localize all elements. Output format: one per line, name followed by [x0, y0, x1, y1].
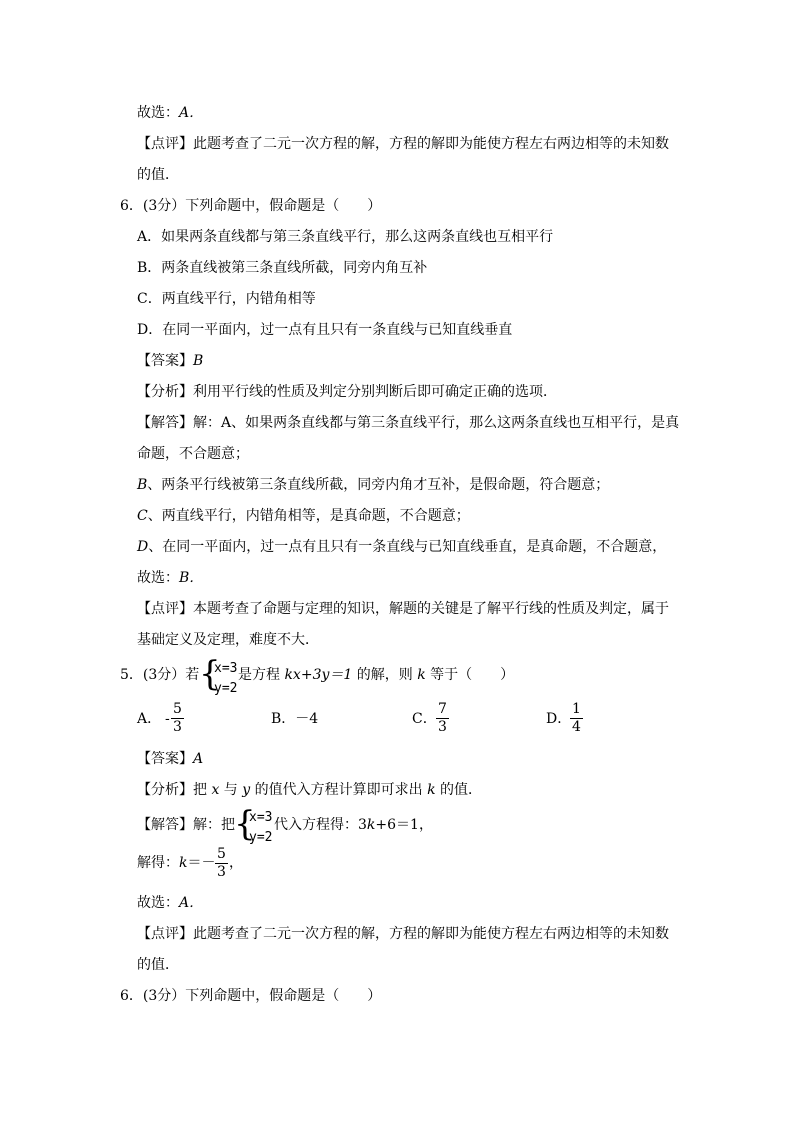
q5-option-a-sign: - — [165, 711, 170, 727]
option-c: C．两直线平行，内错角相等 — [137, 291, 316, 307]
system-y: y=2 — [214, 681, 238, 696]
option-b: B．两条直线被第三条直线所截，同旁内角互补 — [137, 260, 428, 276]
q5-option-d-label: D． — [546, 711, 572, 727]
comment-line-cont: 的值． — [137, 957, 179, 973]
result-line: 解得：k＝－ — [137, 855, 216, 871]
question-5-stem-prefix: 5．(3分）若 — [120, 667, 200, 683]
question-6-stem: 6．(3分）下列命题中，假命题是（ ） — [120, 198, 382, 214]
analysis-line: 【分析】把 x 与 y 的值代入方程计算即可求出 k 的值． — [137, 782, 483, 798]
system-brace: { — [234, 804, 256, 844]
fraction-denominator: 3 — [438, 719, 447, 735]
q5-option-a-label: A． — [137, 711, 162, 727]
analysis-line: 【分析】利用平行线的性质及判定分别判断后即可确定正确的选项． — [137, 384, 557, 400]
solution-d-line: D、在同一平面内，过一点有且只有一条直线与已知直线垂直，是真命题，不合题意， — [137, 539, 667, 555]
q5-option-c-fraction — [436, 701, 449, 736]
q5-option-c-label: C． — [412, 711, 437, 727]
q5-option-a-fraction — [171, 701, 184, 736]
result-fraction — [215, 846, 228, 881]
comment-line-cont: 的值． — [137, 167, 179, 183]
question-6-stem: 6．(3分）下列命题中，假命题是（ ） — [120, 988, 382, 1004]
choose-line: 故选：B． — [137, 570, 204, 586]
fraction-denominator: 4 — [572, 719, 581, 735]
solution-c-line: C、两直线平行，内错角相等，是真命题，不合题意； — [137, 508, 470, 524]
system-x: x=3 — [249, 810, 273, 825]
comment-line-cont: 基础定义及定理，难度不大． — [137, 632, 319, 648]
system-x: x=3 — [214, 661, 238, 676]
comment-line: 【点评】本题考查了命题与定理的知识，解题的关键是了解平行线的性质及判定，属于 — [137, 601, 669, 617]
option-a: A．如果两条直线都与第三条直线平行，那么这两条直线也互相平行 — [137, 229, 554, 245]
fraction-denominator: 3 — [217, 864, 226, 880]
fraction-denominator: 3 — [173, 719, 182, 735]
answer-line: 【答案】B — [137, 353, 204, 369]
q5-option-d-fraction — [570, 701, 583, 736]
solution-prefix: 【解答】解：把 — [137, 817, 235, 833]
fraction-numerator: 5 — [173, 701, 182, 717]
fraction-numerator: 5 — [217, 846, 226, 862]
fraction-numerator: 1 — [572, 701, 581, 717]
choose-line: 故选：A． — [137, 105, 204, 121]
result-comma: ， — [229, 855, 243, 871]
comment-line: 【点评】此题考查了二元一次方程的解，方程的解即为能使方程左右两边相等的未知数 — [137, 136, 669, 152]
choose-line: 故选：A． — [137, 895, 204, 911]
answer-line: 【答案】A — [137, 751, 204, 767]
question-5-stem-rest: 是方程 kx+3y＝1 的解，则 k 等于（ ） — [238, 667, 515, 683]
solution-rest: 代入方程得：3k+6＝1， — [274, 817, 433, 833]
solution-line: 【解答】解：A、如果两条直线都与第三条直线平行，那么这两条直线也互相平行，是真 — [137, 415, 680, 431]
system-y: y=2 — [249, 830, 273, 845]
fraction-numerator: 7 — [438, 701, 447, 717]
system-brace: { — [199, 654, 221, 694]
q5-option-b: B．－4 — [271, 711, 319, 727]
comment-line: 【点评】此题考查了二元一次方程的解，方程的解即为能使方程左右两边相等的未知数 — [137, 926, 669, 942]
solution-b-line: B、两条平行线被第三条直线所截，同旁内角才互补，是假命题，符合题意； — [137, 477, 610, 493]
option-d: D．在同一平面内，过一点有且只有一条直线与已知直线垂直 — [137, 322, 513, 338]
solution-line-cont: 命题，不合题意； — [137, 446, 249, 462]
